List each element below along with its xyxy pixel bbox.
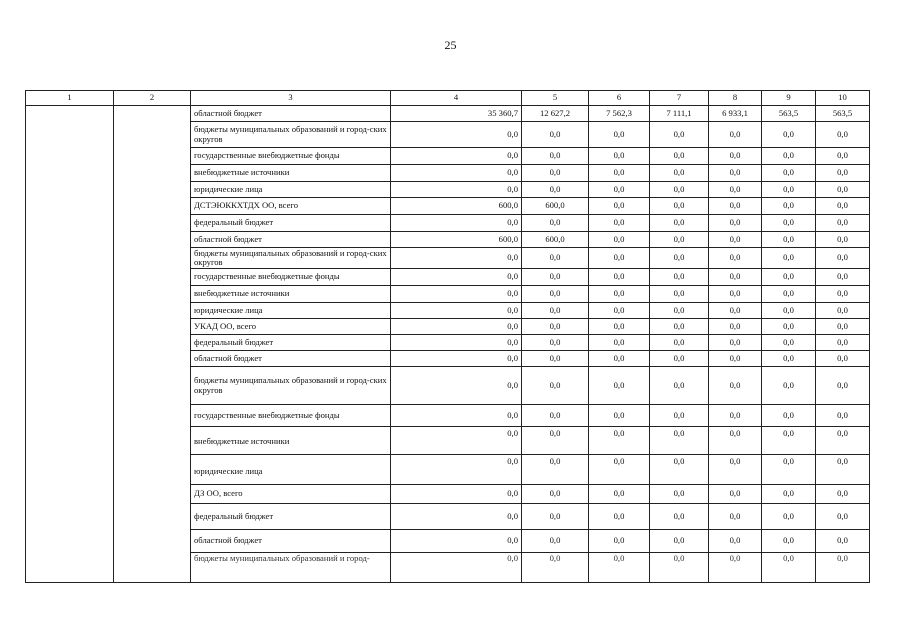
value-cell: 600,0 — [522, 198, 589, 215]
row-label: областной бюджет — [191, 106, 391, 122]
header-cell: 6 — [589, 91, 650, 106]
value-cell: 0,0 — [762, 248, 816, 269]
value-cell: 0,0 — [709, 165, 762, 182]
value-cell: 0,0 — [391, 335, 522, 351]
header-cell: 1 — [26, 91, 114, 106]
value-cell: 0,0 — [816, 455, 870, 485]
value-cell: 0,0 — [816, 303, 870, 319]
row-label: федеральный бюджет — [191, 504, 391, 530]
value-cell: 0,0 — [650, 553, 709, 583]
table-row — [26, 106, 870, 122]
value-cell: 35 360,7 — [391, 106, 522, 122]
value-cell: 0,0 — [816, 269, 870, 286]
value-cell: 0,0 — [709, 319, 762, 335]
value-cell: 0,0 — [522, 269, 589, 286]
header-cell: 9 — [762, 91, 816, 106]
value-cell: 0,0 — [522, 148, 589, 165]
value-cell: 0,0 — [589, 269, 650, 286]
value-cell: 0,0 — [816, 405, 870, 427]
value-cell: 0,0 — [650, 232, 709, 248]
value-cell: 0,0 — [650, 148, 709, 165]
value-cell: 0,0 — [709, 286, 762, 303]
budget-table — [25, 90, 870, 583]
row-label: бюджеты муниципальных образований и город- — [191, 553, 391, 583]
value-cell: 0,0 — [522, 427, 589, 455]
value-cell: 0,0 — [816, 530, 870, 553]
row-label: юридические лица — [191, 182, 391, 198]
value-cell: 0,0 — [391, 455, 522, 485]
value-cell: 0,0 — [522, 553, 589, 583]
header-cell: 10 — [816, 91, 870, 106]
row-label: областной бюджет — [191, 530, 391, 553]
value-cell: 0,0 — [762, 122, 816, 148]
value-cell: 0,0 — [650, 405, 709, 427]
value-cell: 0,0 — [816, 248, 870, 269]
value-cell: 0,0 — [589, 286, 650, 303]
value-cell: 0,0 — [816, 319, 870, 335]
value-cell: 7 111,1 — [650, 106, 709, 122]
row-label: внебюджетные источники — [191, 286, 391, 303]
value-cell: 0,0 — [650, 215, 709, 232]
value-cell: 0,0 — [391, 553, 522, 583]
value-cell: 0,0 — [650, 269, 709, 286]
header-cell: 8 — [709, 91, 762, 106]
row-label: внебюджетные источники — [191, 165, 391, 182]
value-cell: 0,0 — [391, 319, 522, 335]
value-cell: 0,0 — [816, 553, 870, 583]
value-cell: 0,0 — [709, 504, 762, 530]
value-cell: 0,0 — [522, 182, 589, 198]
value-cell: 0,0 — [762, 269, 816, 286]
value-cell: 0,0 — [762, 303, 816, 319]
value-cell: 0,0 — [762, 553, 816, 583]
row-label: бюджеты муниципальных образований и город-ских округов — [191, 122, 391, 148]
value-cell: 0,0 — [650, 367, 709, 405]
row-label: УКАД ОО, всего — [191, 319, 391, 335]
value-cell: 7 562,3 — [589, 106, 650, 122]
page-number: 25 — [444, 38, 457, 52]
value-cell: 0,0 — [522, 165, 589, 182]
header-cell: 4 — [391, 91, 522, 106]
value-cell: 0,0 — [589, 182, 650, 198]
value-cell: 0,0 — [762, 198, 816, 215]
value-cell: 0,0 — [816, 232, 870, 248]
value-cell: 0,0 — [589, 405, 650, 427]
value-cell: 0,0 — [391, 367, 522, 405]
value-cell: 0,0 — [522, 485, 589, 504]
value-cell: 0,0 — [709, 248, 762, 269]
value-cell: 0,0 — [709, 198, 762, 215]
value-cell: 0,0 — [589, 148, 650, 165]
value-cell: 0,0 — [762, 148, 816, 165]
value-cell: 0,0 — [522, 367, 589, 405]
value-cell: 0,0 — [709, 215, 762, 232]
value-cell: 0,0 — [650, 427, 709, 455]
value-cell: 0,0 — [816, 427, 870, 455]
value-cell: 0,0 — [391, 530, 522, 553]
value-cell: 0,0 — [589, 427, 650, 455]
value-cell: 0,0 — [589, 319, 650, 335]
row-label: ДЗ ОО, всего — [191, 485, 391, 504]
value-cell: 0,0 — [522, 351, 589, 367]
row-label: государственные внебюджетные фонды — [191, 269, 391, 286]
value-cell: 0,0 — [522, 405, 589, 427]
value-cell: 0,0 — [589, 367, 650, 405]
header-cell: 3 — [191, 91, 391, 106]
value-cell: 0,0 — [816, 335, 870, 351]
value-cell: 0,0 — [589, 215, 650, 232]
value-cell: 0,0 — [762, 215, 816, 232]
row-label: областной бюджет — [191, 232, 391, 248]
value-cell: 0,0 — [762, 165, 816, 182]
value-cell: 0,0 — [816, 165, 870, 182]
value-cell: 0,0 — [650, 504, 709, 530]
value-cell: 0,0 — [391, 269, 522, 286]
value-cell: 0,0 — [762, 351, 816, 367]
value-cell: 0,0 — [522, 319, 589, 335]
value-cell: 0,0 — [709, 335, 762, 351]
value-cell: 600,0 — [522, 232, 589, 248]
value-cell: 0,0 — [709, 303, 762, 319]
row-label: юридические лица — [191, 455, 391, 485]
value-cell: 0,0 — [522, 335, 589, 351]
value-cell: 600,0 — [391, 232, 522, 248]
value-cell: 0,0 — [650, 248, 709, 269]
value-cell: 0,0 — [522, 504, 589, 530]
value-cell: 0,0 — [762, 286, 816, 303]
value-cell: 0,0 — [391, 148, 522, 165]
value-cell: 0,0 — [709, 182, 762, 198]
value-cell: 0,0 — [650, 530, 709, 553]
header-row — [26, 91, 870, 106]
row-label: государственные внебюджетные фонды — [191, 148, 391, 165]
value-cell: 0,0 — [391, 405, 522, 427]
value-cell: 0,0 — [762, 319, 816, 335]
value-cell: 0,0 — [391, 165, 522, 182]
value-cell: 0,0 — [762, 504, 816, 530]
row-label: ДСТЭЮККХТДХ ОО, всего — [191, 198, 391, 215]
col1-empty-cell — [26, 106, 114, 583]
value-cell: 0,0 — [762, 335, 816, 351]
value-cell: 0,0 — [391, 485, 522, 504]
value-cell: 0,0 — [589, 553, 650, 583]
value-cell: 0,0 — [650, 319, 709, 335]
col2-empty-cell — [114, 106, 191, 583]
value-cell: 0,0 — [762, 367, 816, 405]
row-label: федеральный бюджет — [191, 335, 391, 351]
value-cell: 0,0 — [816, 148, 870, 165]
value-cell: 0,0 — [709, 530, 762, 553]
value-cell: 0,0 — [522, 122, 589, 148]
value-cell: 0,0 — [589, 351, 650, 367]
header-cell: 5 — [522, 91, 589, 106]
value-cell: 0,0 — [762, 232, 816, 248]
value-cell: 0,0 — [650, 335, 709, 351]
row-label: областной бюджет — [191, 351, 391, 367]
value-cell: 0,0 — [709, 122, 762, 148]
value-cell: 0,0 — [522, 215, 589, 232]
value-cell: 0,0 — [589, 122, 650, 148]
value-cell: 0,0 — [816, 122, 870, 148]
value-cell: 0,0 — [650, 182, 709, 198]
value-cell: 0,0 — [589, 485, 650, 504]
value-cell: 0,0 — [650, 286, 709, 303]
value-cell: 0,0 — [589, 504, 650, 530]
row-label: внебюджетные источники — [191, 427, 391, 455]
value-cell: 0,0 — [816, 286, 870, 303]
value-cell: 0,0 — [391, 427, 522, 455]
value-cell: 0,0 — [650, 122, 709, 148]
value-cell: 0,0 — [816, 215, 870, 232]
value-cell: 0,0 — [709, 485, 762, 504]
value-cell: 0,0 — [650, 351, 709, 367]
value-cell: 0,0 — [816, 504, 870, 530]
value-cell: 0,0 — [709, 351, 762, 367]
value-cell: 0,0 — [816, 367, 870, 405]
value-cell: 0,0 — [709, 405, 762, 427]
value-cell: 0,0 — [709, 148, 762, 165]
value-cell: 0,0 — [391, 215, 522, 232]
value-cell: 0,0 — [650, 485, 709, 504]
value-cell: 0,0 — [589, 335, 650, 351]
value-cell: 0,0 — [522, 455, 589, 485]
value-cell: 0,0 — [589, 198, 650, 215]
row-label: бюджеты муниципальных образований и город-ских округов — [191, 367, 391, 405]
row-label: бюджеты муниципальных образований и город-ских округов — [191, 248, 391, 269]
value-cell: 0,0 — [589, 232, 650, 248]
value-cell: 0,0 — [816, 485, 870, 504]
value-cell: 0,0 — [762, 182, 816, 198]
value-cell: 0,0 — [650, 455, 709, 485]
header-cell: 2 — [114, 91, 191, 106]
value-cell: 563,5 — [762, 106, 816, 122]
value-cell: 0,0 — [391, 351, 522, 367]
value-cell: 0,0 — [589, 248, 650, 269]
value-cell: 0,0 — [391, 182, 522, 198]
value-cell: 0,0 — [709, 553, 762, 583]
value-cell: 0,0 — [762, 530, 816, 553]
value-cell: 0,0 — [650, 303, 709, 319]
value-cell: 0,0 — [589, 530, 650, 553]
value-cell: 0,0 — [650, 165, 709, 182]
value-cell: 0,0 — [762, 485, 816, 504]
value-cell: 0,0 — [762, 427, 816, 455]
value-cell: 0,0 — [762, 405, 816, 427]
value-cell: 0,0 — [816, 182, 870, 198]
value-cell: 0,0 — [589, 303, 650, 319]
row-label: федеральный бюджет — [191, 215, 391, 232]
header-cell: 7 — [650, 91, 709, 106]
value-cell: 0,0 — [762, 455, 816, 485]
value-cell: 0,0 — [709, 455, 762, 485]
value-cell: 12 627,2 — [522, 106, 589, 122]
value-cell: 0,0 — [522, 530, 589, 553]
value-cell: 0,0 — [391, 122, 522, 148]
value-cell: 0,0 — [816, 351, 870, 367]
value-cell: 0,0 — [709, 269, 762, 286]
value-cell: 0,0 — [391, 303, 522, 319]
value-cell: 0,0 — [709, 427, 762, 455]
value-cell: 600,0 — [391, 198, 522, 215]
value-cell: 0,0 — [391, 504, 522, 530]
value-cell: 0,0 — [709, 367, 762, 405]
table-body — [26, 91, 870, 583]
value-cell: 0,0 — [589, 165, 650, 182]
value-cell: 563,5 — [816, 106, 870, 122]
value-cell: 0,0 — [522, 303, 589, 319]
row-label: юридические лица — [191, 303, 391, 319]
value-cell: 0,0 — [391, 286, 522, 303]
value-cell: 0,0 — [391, 248, 522, 269]
value-cell: 6 933,1 — [709, 106, 762, 122]
value-cell: 0,0 — [709, 232, 762, 248]
value-cell: 0,0 — [522, 248, 589, 269]
value-cell: 0,0 — [522, 286, 589, 303]
value-cell: 0,0 — [650, 198, 709, 215]
value-cell: 0,0 — [816, 198, 870, 215]
row-label: государственные внебюджетные фонды — [191, 405, 391, 427]
value-cell: 0,0 — [589, 455, 650, 485]
